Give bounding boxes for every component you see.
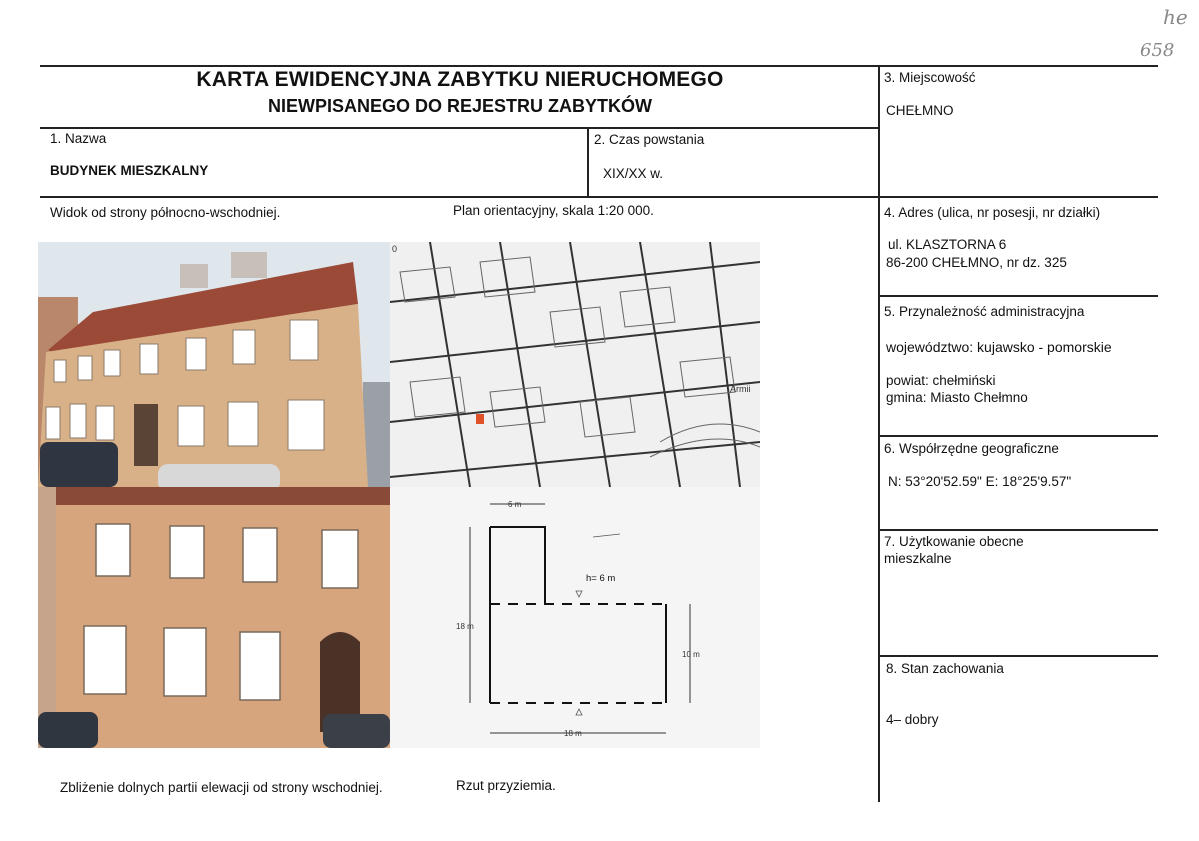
wing-walls	[490, 527, 545, 604]
lower-left-wall	[38, 487, 56, 748]
north-arrow	[593, 534, 620, 537]
orientation-map-illustration	[390, 242, 760, 487]
map-zero-label: 0	[392, 244, 398, 254]
handwritten-note-top: he	[1163, 5, 1188, 29]
card-title: KARTA EWIDENCYJNA ZABYTKU NIERUCHOMEGO	[196, 68, 724, 91]
coordinates-label: 6. Współrzędne geograficzne	[884, 441, 1059, 456]
current-use-value: mieszkalne	[884, 551, 952, 566]
photo-bottom-caption: Zbliżenie dolnych partii elewacji od strony wschodniej.	[60, 780, 383, 795]
coords-bottom-line	[880, 529, 1158, 531]
current-use-label: 7. Użytkowanie obecne	[884, 534, 1024, 549]
voivodeship-value: województwo: kujawsko - pomorskie	[886, 339, 1112, 355]
lower-roof-edge	[52, 487, 390, 505]
handwritten-note-number: 658	[1140, 40, 1175, 61]
name-row-bottom-line	[40, 196, 1158, 198]
parked-car	[38, 712, 98, 748]
floor-plan-drawing	[390, 487, 760, 748]
creation-time-value: XIX/XX w.	[603, 166, 664, 181]
parked-car	[323, 714, 390, 748]
address-label: 4. Adres (ulica, nr posesji, nr działki)	[884, 205, 1101, 220]
photo-top-caption: Widok od strony północno-wschodniej.	[50, 205, 281, 220]
left-height-label: 18 m	[456, 622, 474, 631]
entrance-door	[134, 404, 158, 466]
usage-bottom-line	[880, 655, 1158, 657]
name-date-divider	[587, 127, 589, 197]
address-bottom-line	[880, 295, 1158, 297]
condition-value: 4– dobry	[886, 712, 939, 727]
map-caption: Plan orientacyjny, skala 1:20 000.	[453, 203, 654, 218]
parked-car	[40, 442, 118, 487]
condition-label: 8. Stan zachowania	[886, 661, 1004, 676]
building-photo	[38, 242, 390, 748]
height-note: h= 6 m	[586, 573, 616, 584]
county-value: powiat: chełmiński	[886, 373, 996, 388]
entrance-marker-front	[576, 591, 582, 597]
chimney	[180, 264, 208, 288]
administration-label: 5. Przynależność administracyjna	[884, 304, 1085, 319]
bottom-width-label: 18 m	[564, 729, 582, 738]
name-label: 1. Nazwa	[50, 131, 107, 146]
locality-label: 3. Miejscowość	[884, 70, 976, 85]
title-bottom-line	[40, 127, 880, 129]
name-value: BUDYNEK MIESZKALNY	[50, 163, 209, 178]
creation-time-label: 2. Czas powstania	[594, 132, 705, 147]
entrance-marker-back	[576, 709, 582, 715]
floor-plan	[390, 487, 760, 748]
card-subtitle: NIEWPISANEGO DO REJESTRU ZABYTKÓW	[267, 96, 653, 116]
right-height-label: 10 m	[682, 650, 700, 659]
coordinates-value: N: 53°20'52.59" E: 18°25'9.57"	[888, 474, 1072, 489]
locality-value: CHEŁMNO	[886, 103, 954, 118]
top-width-label: 6 m	[508, 500, 522, 509]
commune-value: gmina: Miasto Chełmno	[886, 390, 1028, 405]
building-location-marker	[476, 414, 484, 424]
frame-top-line	[40, 65, 1158, 67]
address-line1: ul. KLASZTORNA 6	[888, 237, 1007, 252]
column-divider	[878, 65, 880, 802]
chimney	[231, 252, 267, 278]
plan-caption: Rzut przyziemia.	[456, 778, 556, 793]
address-line2: 86-200 CHEŁMNO, nr dz. 325	[886, 255, 1067, 270]
building-photo-illustration	[38, 242, 390, 748]
orientation-map	[390, 242, 760, 487]
admin-bottom-line	[880, 435, 1158, 437]
map-street-label: Armii	[730, 384, 751, 394]
